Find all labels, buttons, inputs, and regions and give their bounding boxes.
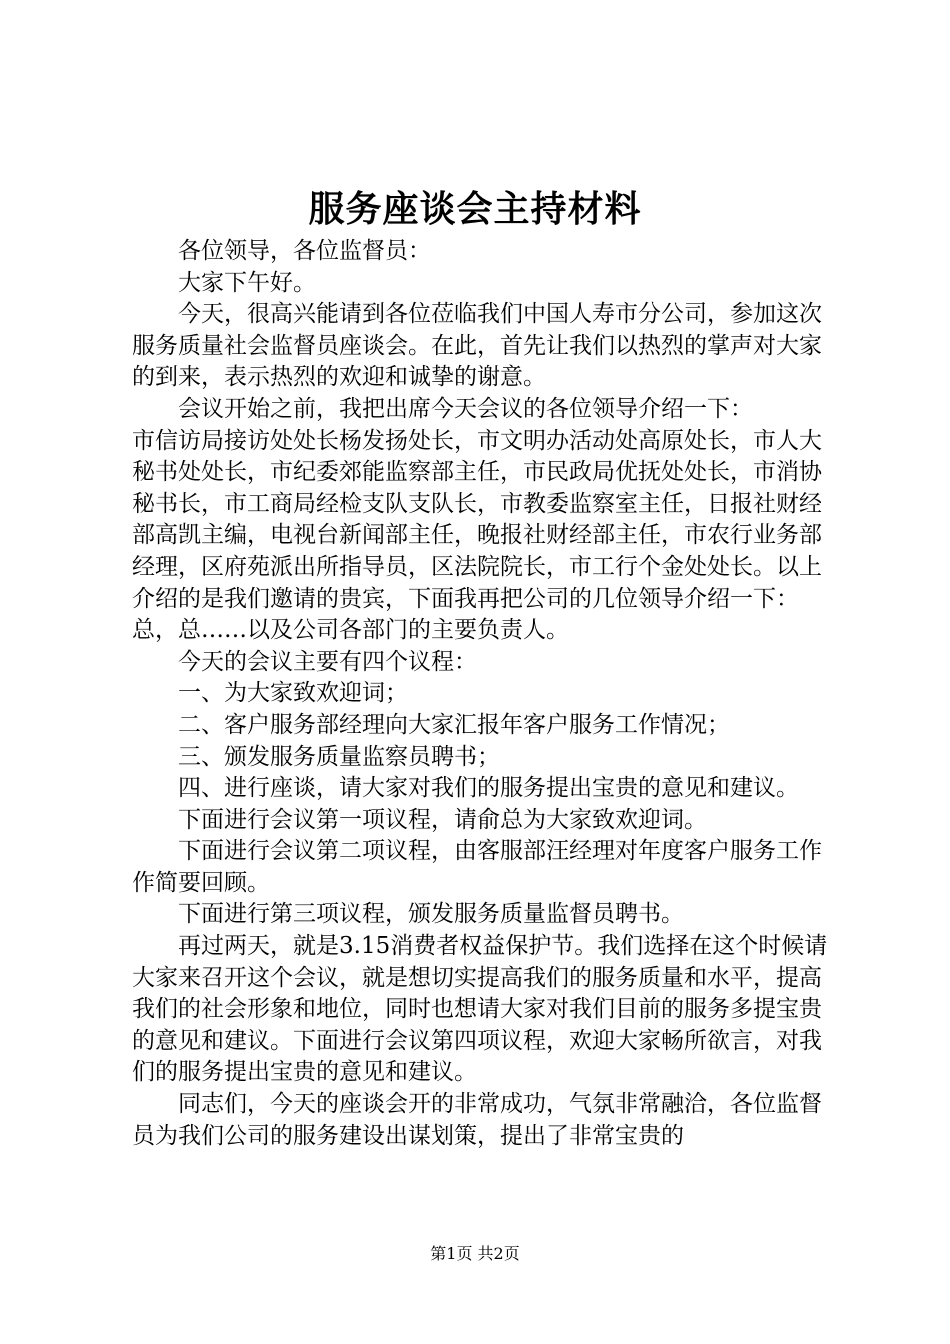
agenda-item: 三、颁发服务质量监察员聘书； xyxy=(178,743,500,770)
document-title: 服务座谈会主持材料 xyxy=(308,188,642,230)
paragraph: 再过两天，就是3.15消费者权益保护节。我们选择在这个时候请大家来召开这个会议，就是想切实提高我们的服务质量和水平，提高我们的社会形象和地位，同时也想请大家对我们目前的服务多提宝贵的意见和建议。下面进行会议第四项议程，欢迎大家畅所欲言，对我们的服务提出宝贵的意见和建议。 xyxy=(132,933,828,1086)
paragraph: 会议开始之前，我把出席今天会议的各位领导介绍一下： xyxy=(178,395,753,422)
agenda-item: 一、为大家致欢迎词； xyxy=(178,680,408,707)
agenda-item: 四、进行座谈，请大家对我们的服务提出宝贵的意见和建议。 xyxy=(178,775,799,802)
paragraph: 下面进行会议第一项议程，请俞总为大家致欢迎词。 xyxy=(178,806,707,833)
paragraph: 下面进行会议第二项议程，由客服部汪经理对年度客户服务工作作简要回顾。 xyxy=(132,838,822,896)
page-footer: 第1页 共2页 xyxy=(430,1244,520,1263)
paragraph: 今天的会议主要有四个议程： xyxy=(178,648,477,675)
paragraph: 同志们，今天的座谈会开的非常成功，气氛非常融洽，各位监督员为我们公司的服务建设出谋划策，提出了非常宝贵的 xyxy=(132,1091,822,1149)
document-body xyxy=(132,236,832,1152)
paragraph: 市信访局接访处处长杨发扬处长，市文明办活动处高原处长，市人大秘书处处长，市纪委郊能监察部主任，市民政局优抚处处长，市消协秘书长，市工商局经检支队支队长，市教委监察室主任，日报社财经部高凯主编，电视台新闻部主任，晚报社财经部主任，市农行业务部经理，区府苑派出所指导员，区法院院长，市工行个金处处长。以上介绍的是我们邀请的贵宾，下面我再把公司的几位领导介绍一下：总，总……以及公司各部门的主要负责人。 xyxy=(132,427,822,644)
agenda-item: 二、客户服务部经理向大家汇报年客户服务工作情况； xyxy=(178,711,730,738)
paragraph: 各位领导，各位监督员： xyxy=(178,238,431,264)
paragraph: 大家下午好。 xyxy=(178,269,316,296)
paragraph: 今天，很高兴能请到各位莅临我们中国人寿市分公司，参加这次服务质量社会监督员座谈会。在此，首先让我们以热烈的掌声对大家的到来，表示热烈的欢迎和诚挚的谢意。 xyxy=(132,301,822,391)
paragraph: 下面进行第三项议程，颁发服务质量监督员聘书。 xyxy=(178,901,684,928)
